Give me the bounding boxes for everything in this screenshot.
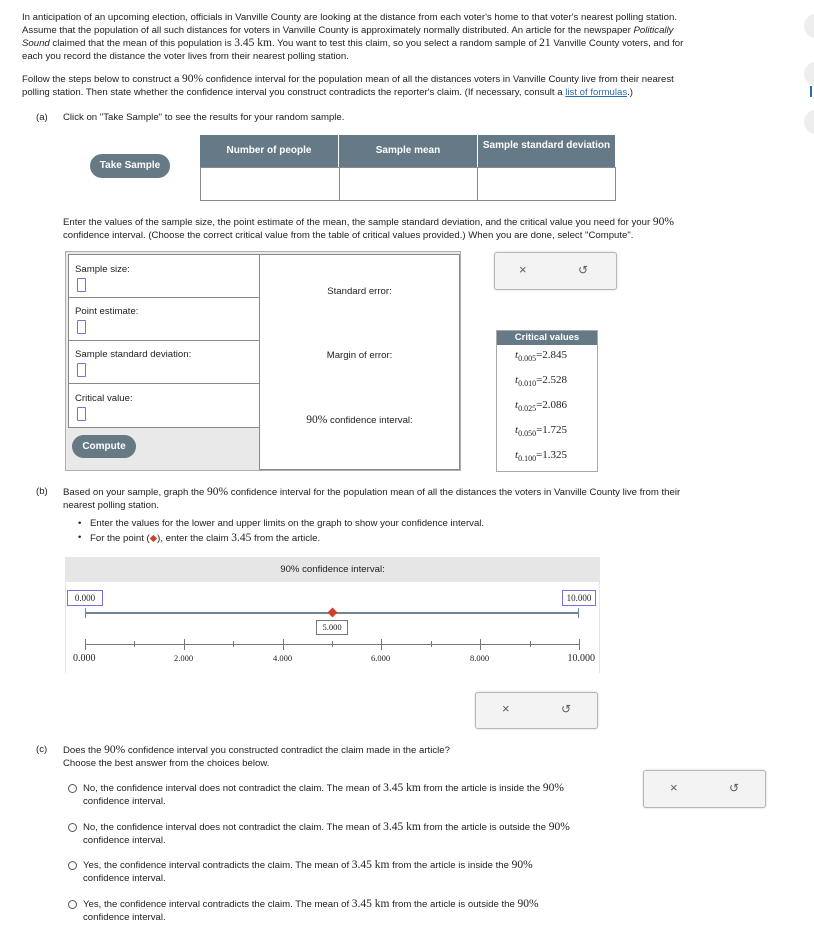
- bullet-dot: •: [78, 518, 82, 529]
- axis-label: 2.000: [174, 653, 194, 663]
- axis-label: 4.000: [273, 653, 293, 663]
- margin-of-error-label: Margin of error:: [326, 350, 393, 361]
- axis-tick: [283, 639, 284, 650]
- bullet-1: Enter the values for the lower and upper limits on the graph to show your confidence interval.: [90, 518, 485, 529]
- claim-value: 3.45 km: [234, 37, 272, 49]
- compute-button[interactable]: Compute: [72, 435, 136, 458]
- critical-value-row: $t_{0.010}=2.528$: [515, 374, 568, 389]
- cell-number-of-people: [200, 167, 340, 201]
- steps-text: [22, 73, 792, 99]
- axis-tick: [184, 639, 185, 650]
- intro-line: Assume that the population of all such distances for voters in Vanville County is approximately normally distributed. An article for the newspaper Politically: [22, 24, 674, 36]
- graph-title-bar: [65, 557, 600, 582]
- axis-label: 0.000: [73, 653, 96, 664]
- axis-tick: [381, 639, 382, 650]
- part-c-question: Does the 90% confidence interval you constructed contradict the claim made in the article? Choose the best answer from the choices below.: [63, 744, 450, 769]
- undo-icon[interactable]: ↺: [729, 781, 740, 795]
- part-c-actions: [643, 770, 766, 808]
- critical-value-input[interactable]: [77, 407, 86, 421]
- axis-tick: [134, 641, 135, 647]
- formulas-link[interactable]: list of formulas: [565, 86, 628, 98]
- part-a-instruction: Click on "Take Sample" to see the results for your random sample.: [63, 112, 345, 123]
- critical-value-row: $t_{0.050}=1.725$: [515, 424, 568, 439]
- calculation-panel: [65, 251, 461, 471]
- radio-button[interactable]: [68, 823, 77, 832]
- bullet-2: For the point (◆), enter the claim 3.45 from the article.: [90, 532, 321, 544]
- results-area: [259, 254, 460, 470]
- cell-sample-sd: [477, 167, 616, 201]
- upper-limit-input[interactable]: 10.000: [562, 590, 596, 606]
- point-estimate-row: [68, 297, 260, 341]
- problem-intro: [22, 12, 792, 63]
- interval-left-end: [85, 608, 86, 618]
- sample-results-table: [200, 135, 615, 201]
- clear-icon[interactable]: ×: [502, 701, 510, 716]
- answer-option[interactable]: Yes, the confidence interval contradicts the claim. The mean of 3.45 km from the article is outside the 90% confidence interval.: [68, 898, 638, 924]
- undo-icon[interactable]: ↺: [578, 263, 589, 277]
- critical-value-row: $t_{0.100}=1.325$: [515, 449, 568, 464]
- axis-tick: [233, 641, 234, 647]
- clear-icon[interactable]: ×: [519, 262, 527, 277]
- undo-icon[interactable]: ↺: [561, 702, 572, 716]
- part-b-label: (b): [36, 486, 48, 497]
- part-b-actions: [475, 692, 598, 729]
- axis-label: 10.000: [567, 653, 595, 664]
- part-c-label: (c): [36, 744, 48, 755]
- critical-value-label: Critical value:: [75, 393, 133, 404]
- sample-size-row: [68, 254, 260, 298]
- clear-icon[interactable]: ×: [670, 780, 678, 795]
- side-tool-circle[interactable]: [804, 14, 814, 38]
- claim-point-input[interactable]: 5.000: [316, 620, 348, 635]
- sample-sd-label: Sample standard deviation:: [75, 349, 192, 360]
- sample-sd-row: [68, 340, 260, 384]
- graph-title: 90% confidence interval:: [280, 564, 385, 575]
- radio-button[interactable]: [68, 900, 77, 909]
- point-estimate-input[interactable]: [77, 320, 86, 334]
- interval-right-end: [578, 608, 579, 618]
- standard-error-label: Standard error:: [327, 286, 392, 297]
- take-sample-button[interactable]: Take Sample: [90, 154, 170, 178]
- sample-size-label: Sample size:: [75, 264, 130, 275]
- point-estimate-label: Point estimate:: [75, 306, 139, 317]
- axis-tick: [431, 641, 432, 647]
- critical-values-table: [496, 330, 598, 472]
- answer-option[interactable]: Yes, the confidence interval contradicts the claim. The mean of 3.45 km from the article is inside the 90% confidence interval.: [68, 859, 638, 885]
- critical-value-row: [68, 383, 260, 428]
- axis-label: 6.000: [371, 653, 391, 663]
- enter-values-text: Enter the values of the sample size, the point estimate of the mean, the sample standard deviation, and the critical value you need for your 90% confidence interval. (Choose the correct critical value from the table of critical values provided.) When you are done, select "Compute".: [63, 216, 674, 241]
- answer-option[interactable]: No, the confidence interval does not contradict the claim. The mean of 3.45 km from the article is outside the 90% confidence interval.: [68, 821, 638, 847]
- axis-tick: [530, 641, 531, 647]
- side-tool-circle[interactable]: [804, 62, 814, 86]
- side-tool-circle[interactable]: [804, 110, 814, 134]
- side-tool-marker: [810, 86, 812, 97]
- steps-line: polling station. Then state whether the confidence interval you construct contradicts the reporter's claim. (If necessary, consult a list of formulas.): [22, 86, 634, 98]
- cell-sample-mean: [339, 167, 478, 201]
- axis-tick: [579, 639, 580, 650]
- critical-values-title: Critical values: [497, 331, 597, 345]
- intro-line: Sound claimed that the mean of this population is 3.45 km. You want to test this claim, so you select a random sample of 21 Vanville County voters, and for: [22, 37, 684, 49]
- steps-line: Follow the steps below to construct a 90% confidence interval for the population mean of all the distances voters in Vanville County live from their nearest: [22, 73, 674, 85]
- intro-line: In anticipation of an upcoming election, officials in Vanville County are looking at the distance from each voter's home to that voter's nearest polling station.: [22, 12, 677, 23]
- part-b-text: Based on your sample, graph the 90% confidence interval for the population mean of all the distances the voters in Vanville County live from their nearest polling station.: [63, 486, 681, 511]
- sample-size-input[interactable]: [77, 278, 86, 292]
- header-sample-mean: Sample mean: [339, 135, 477, 167]
- axis-tick: [480, 639, 481, 650]
- sample-sd-input[interactable]: [77, 363, 86, 377]
- lower-limit-input[interactable]: 0.000: [67, 590, 103, 606]
- diamond-icon: ◆: [149, 533, 158, 544]
- bullet-dot: •: [78, 532, 82, 543]
- critical-value-row: $t_{0.025}=2.086$: [515, 399, 568, 414]
- axis-tick: [332, 641, 333, 647]
- answer-option[interactable]: No, the confidence interval does not contradict the claim. The mean of 3.45 km from the article is inside the 90% confidence interval.: [68, 782, 638, 808]
- part-a-label: (a): [36, 112, 48, 123]
- radio-button[interactable]: [68, 861, 77, 870]
- intro-line: each you record the distance the voter lives from their nearest polling station.: [22, 50, 349, 62]
- critical-value-row: $t_{0.005}=2.845$: [515, 349, 568, 364]
- ci-graph-panel: [65, 557, 600, 673]
- axis-tick: [85, 639, 86, 650]
- part-a-actions: [494, 252, 617, 290]
- axis-label: 8.000: [470, 653, 490, 663]
- header-sample-sd: Sample standard deviation: [478, 135, 615, 167]
- header-number-of-people: Number of people: [200, 135, 338, 167]
- radio-button[interactable]: [68, 784, 77, 793]
- ci-label: 90% confidence interval:: [306, 414, 413, 426]
